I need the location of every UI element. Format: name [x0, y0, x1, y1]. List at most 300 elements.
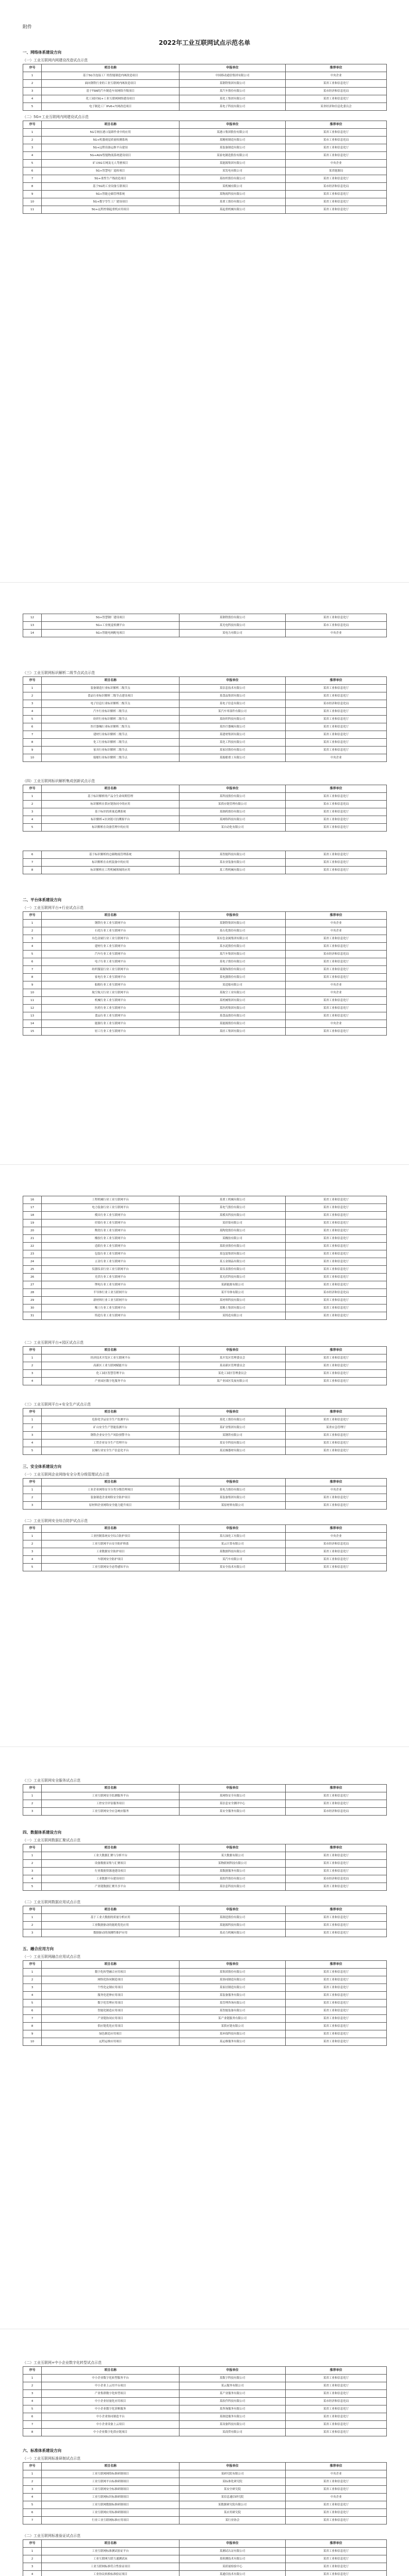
table-cell: 工业协议转换标准验证项目: [42, 2571, 179, 2576]
table-cell: 某水泥股份有限公司: [179, 943, 286, 951]
table-row: [23, 997, 387, 1005]
table-cell: 6: [23, 723, 42, 731]
table-cell: 8: [23, 183, 42, 191]
table-cell: 稀土行业工业互联网平台: [42, 1304, 179, 1312]
table-cell: 9: [23, 981, 42, 989]
table-row: [23, 958, 387, 966]
table-cell: 2: [23, 1494, 42, 1502]
table-row: [23, 2007, 387, 2015]
table-cell: 某省工业和信息化厅: [286, 1378, 387, 1385]
table-cell: 基于5G的工业设备互联项目: [42, 183, 179, 191]
table-cell: 7: [23, 175, 42, 183]
table-row: [23, 1432, 387, 1439]
table-row: [23, 1922, 387, 1929]
table-cell: 行业数据资源池建设项目: [42, 1868, 179, 1875]
table-header-row: [23, 1844, 387, 1852]
table-cell: 某检测技术有限公司: [179, 2555, 286, 2563]
table-cell: 某包装集团有限公司: [179, 1250, 286, 1258]
table-row: [23, 716, 387, 723]
table-cell: 某省工业和信息化厅: [286, 1976, 387, 1984]
subsection-heading: （三）工业互联网标识解析二级节点试点示范: [23, 671, 95, 675]
table-cell: 某高新区管理委员会: [179, 1362, 286, 1370]
table-cell: 服务化延伸应用项目: [42, 1992, 179, 1999]
table-cell: 某石化股份有限公司: [179, 927, 286, 935]
table-cell: 某省工业和信息化厅: [286, 1999, 387, 2007]
table-cell: 某五金制品有限公司: [179, 1258, 286, 1266]
column-header: 申报单位: [179, 677, 286, 685]
column-header: 推荐单位: [286, 1844, 387, 1852]
table-cell: 标识解析在设备管理中的应用: [42, 824, 179, 832]
table-cell: 某省工业和信息化厅: [286, 1005, 387, 1012]
table-cell: 标识解析在工程机械领域的应用: [42, 867, 179, 874]
table-cell: 某省工业和信息化厅: [286, 2509, 387, 2517]
table-cell: 某稀土集团有限公司: [179, 1304, 286, 1312]
table-cell: 工业互联网平台标准研制项目: [42, 2478, 179, 2486]
column-header: 序号: [23, 1347, 42, 1354]
column-header: 项目名称: [42, 785, 179, 793]
table-cell: 5G+数字孪生工厂建设项目: [42, 198, 179, 206]
table-cell: 某省工业和信息化厅: [286, 1984, 387, 1992]
table-cell: 某制造服务有限公司: [179, 2413, 286, 2421]
table-cell: 12: [23, 1005, 42, 1012]
table-row: [23, 2413, 387, 2421]
column-header: 推荐单位: [286, 1906, 387, 1914]
table-cell: 3: [23, 1432, 42, 1439]
table-cell: 某仪表股份有限公司: [179, 1266, 286, 1274]
table-cell: 中小企业轻量化应用项目: [42, 2398, 179, 2405]
table-cell: 某应用研究院: [179, 2509, 286, 2517]
table-cell: 2: [23, 137, 42, 144]
table-cell: 化工行业标识解析二级节点: [42, 739, 179, 747]
table-cell: 铸造行业工业互联网平台: [42, 1312, 179, 1320]
table-cell: 某质量检验中心: [179, 2563, 286, 2571]
table-cell: 某省工业和信息化厅: [286, 943, 387, 951]
table-cell: 某钢铁有限公司: [179, 1432, 286, 1439]
table-cell: 某印染有限公司: [179, 1219, 286, 1227]
table-row: [23, 103, 387, 111]
table-cell: 7: [23, 731, 42, 739]
table-cell: 中小企业数字化转型服务平台: [42, 2375, 179, 2382]
column-header: 申报单位: [179, 2463, 286, 2470]
table-cell: 某能源科技有限公司: [179, 1922, 286, 1929]
table-cell: 某省工业和信息化厅: [286, 2007, 387, 2015]
table-cell: 某信息技术有限公司: [179, 685, 286, 692]
table-cell: 6: [23, 958, 42, 966]
table-header-row: [23, 1347, 387, 1354]
table-cell: 纺织服装行业工业互联网平台: [42, 966, 179, 974]
table-cell: 8: [23, 2429, 42, 2436]
table-cell: 某信息科技有限公司: [179, 1883, 286, 1891]
column-header: 申报单位: [179, 1906, 286, 1914]
table-cell: 某运维服务有限公司: [179, 2038, 286, 2046]
table-row: [23, 851, 387, 859]
table-cell: 包装行业工业互联网平台: [42, 1250, 179, 1258]
table-cell: 某省工业和信息化厅: [286, 1447, 387, 1455]
table-cell: 2: [23, 1800, 42, 1808]
table-cell: 2: [23, 1540, 42, 1548]
table-cell: 中小企业设备上云项目: [42, 2421, 179, 2429]
table-cell: 汽车行业标识解析二级节点: [42, 708, 179, 716]
table-cell: 2: [23, 2382, 42, 2390]
table-cell: 光伏行业工业互联网平台: [42, 1274, 179, 1281]
table-cell: 某装备制造有限公司: [179, 144, 286, 152]
list-table: [23, 1346, 387, 1385]
table-cell: 某省工业和信息化厅: [286, 2030, 387, 2038]
table-cell: 某省工业和信息化厅: [286, 1852, 387, 1860]
table-cell: 2: [23, 1860, 42, 1868]
table-cell: 某省工业和信息化厅: [286, 1362, 387, 1370]
table-header-row: [23, 1961, 387, 1969]
list-table: [23, 676, 387, 762]
table-row: [23, 739, 387, 747]
table-cell: 4: [23, 1378, 42, 1385]
table-cell: 某省工业和信息化厅: [286, 692, 387, 700]
table-row: [23, 80, 387, 88]
table-cell: 工贸企业安全生产管理平台: [42, 1439, 179, 1447]
list-table: [23, 2462, 387, 2524]
table-cell: 某省工业和信息化厅: [286, 2023, 387, 2030]
table-cell: 某物联网科技有限公司: [179, 1860, 286, 1868]
table-row: [23, 966, 387, 974]
table-cell: 某省工业和信息化厅: [286, 1354, 387, 1362]
table-cell: 中小企业上云用平台项目: [42, 2382, 179, 2390]
table-cell: 3: [23, 935, 42, 943]
table-cell: 中央企业: [286, 981, 387, 989]
column-header: 申报单位: [179, 1844, 286, 1852]
table-cell: 某自动化有限公司: [179, 824, 286, 832]
table-cell: 某汽车零部件有限公司: [179, 708, 286, 716]
table-cell: 2: [23, 2555, 42, 2563]
table-cell: 6: [23, 167, 42, 175]
table-row: [23, 2501, 387, 2509]
table-cell: 标识解析在供应链协同中的应用: [42, 801, 179, 808]
table-cell: 5: [23, 160, 42, 167]
table-cell: 新材料行业工业互联网平台: [42, 1297, 179, 1304]
subsection-heading: （三）工业互联网安全服务试点示范: [23, 1778, 80, 1783]
table-row: [23, 754, 387, 762]
table-row: [23, 1792, 387, 1800]
table-row: [23, 808, 387, 816]
table-row: [23, 1976, 387, 1984]
table-cell: 某省工业和信息化厅: [286, 1439, 387, 1447]
table-row: [23, 206, 387, 214]
table-cell: 某通信技术有限公司: [179, 2571, 286, 2576]
table-row: [23, 2390, 387, 2398]
table-cell: 产业链协同应用项目: [42, 2015, 179, 2023]
table-cell: 某光伏科技有限公司: [179, 1274, 286, 1281]
table-cell: 某制造股份有限公司: [179, 1914, 286, 1922]
table-cell: 某安全技术有限公司: [179, 1564, 286, 1571]
table-cell: 某省工业和信息化厅: [286, 1992, 387, 1999]
table-cell: 7: [23, 2517, 42, 2524]
table-cell: 中央企业: [286, 630, 387, 637]
column-header: 推荐单位: [286, 677, 387, 685]
table-cell: 25: [23, 1266, 42, 1274]
table-cell: 工业企业网络安全分类分级管理项目: [42, 1486, 179, 1494]
table-cell: 3: [23, 144, 42, 152]
table-row: [23, 867, 387, 874]
section-heading: 五、融合应用方向: [23, 1946, 54, 1951]
table-cell: 2: [23, 692, 42, 700]
column-header: 序号: [23, 1479, 42, 1486]
column-header: 序号: [23, 677, 42, 685]
table-cell: 化工园区智慧管理平台: [42, 1370, 179, 1378]
table-cell: 仪器仪表行业工业互联网平台: [42, 1266, 179, 1274]
section-heading: 四、数据体系建设方向: [23, 1830, 61, 1835]
table-cell: 某家居股份有限公司: [179, 747, 286, 754]
subsection-heading: （四）工业互联网标识解析集成创新试点示范: [23, 779, 95, 783]
table-row: [23, 731, 387, 739]
table-cell: 某电子科技有限公司: [179, 103, 286, 111]
table-cell: 某省工业和信息化厅: [286, 2375, 387, 2382]
table-row: [23, 1486, 387, 1494]
table-row: [23, 1012, 387, 1020]
table-row: [23, 2398, 387, 2405]
table-cell: 工业互联网标准测试验证平台: [42, 2548, 179, 2555]
table-cell: 5G+柔性生产线改造项目: [42, 175, 179, 183]
list-table: [23, 1906, 387, 1937]
table-cell: 某市工业和信息化局: [286, 137, 387, 144]
subsection-heading: （二）5G+工业互联网内网建设试点示范: [23, 115, 89, 119]
table-row: [23, 2571, 387, 2576]
table-cell: 标识解析在农机装备中的应用: [42, 859, 179, 867]
attachment-label: 附件: [23, 25, 32, 30]
table-cell: 22: [23, 1243, 42, 1250]
table-cell: 5G+智慧钢厂建设项目: [42, 614, 179, 622]
column-header: 项目名称: [42, 1479, 179, 1486]
table-cell: 5G专网在港口装卸作业中的应用: [42, 129, 179, 137]
table-cell: 某省工业和信息化厅: [286, 1969, 387, 1976]
table-cell: 1: [23, 1354, 42, 1362]
table-row: [23, 1370, 387, 1378]
table-cell: 某原材料有限公司: [179, 1502, 286, 1510]
table-cell: 某省工业和信息化厅: [286, 808, 387, 816]
table-cell: 行业工业互联网标准应用项目: [42, 2517, 179, 2524]
table-cell: 某产业链服务有限公司: [179, 2015, 286, 2023]
table-row: [23, 1533, 387, 1540]
table-cell: 某矿业集团有限公司: [179, 1424, 286, 1432]
column-header: 序号: [23, 1844, 42, 1852]
column-header: 推荐单位: [286, 1961, 387, 1969]
table-cell: 4: [23, 1556, 42, 1564]
table-cell: 基于5G全连接工厂的智能制造内网改造项目: [42, 72, 179, 80]
page-2: [0, 582, 409, 1160]
table-header-row: [23, 1409, 387, 1416]
table-row: [23, 72, 387, 80]
table-cell: 中国移动通信集团有限公司: [179, 72, 286, 80]
table-cell: 5: [23, 1564, 42, 1571]
table-cell: 工业数据中台建设项目: [42, 1875, 179, 1883]
table-cell: 造纸行业工业互联网平台: [42, 1243, 179, 1250]
table-row: [23, 708, 387, 716]
table-cell: 某省工业和信息化厅: [286, 1012, 387, 1020]
table-cell: 某省工业和信息化厅: [286, 1800, 387, 1808]
table-cell: 1: [23, 1486, 42, 1494]
table-cell: 某商贸有限公司: [179, 2429, 286, 2436]
table-row: [23, 1416, 387, 1424]
table-row: [23, 1852, 387, 1860]
table-cell: 某省工业和信息化厅: [286, 206, 387, 214]
table-cell: 个性化定制应用项目: [42, 1984, 179, 1992]
table-header-row: [23, 1525, 387, 1533]
table-cell: 6: [23, 2007, 42, 2015]
table-row: [23, 685, 387, 692]
table-row: [23, 1424, 387, 1432]
table-cell: 24: [23, 1258, 42, 1266]
table-cell: 某省工业和信息化厅: [286, 1914, 387, 1922]
table-cell: 工业互联网标准符合性验证项目: [42, 2563, 179, 2571]
table-cell: 船舶行业标识解析二级节点: [42, 754, 179, 762]
table-cell: 某省工业和信息化厅: [286, 2390, 387, 2398]
column-header: 推荐单位: [286, 785, 387, 793]
table-cell: 某化工集团有限公司: [179, 95, 286, 103]
table-cell: 15: [23, 1028, 42, 1036]
table-cell: 某省工业和信息化厅: [286, 2405, 387, 2413]
table-cell: 2: [23, 927, 42, 935]
table-row: [23, 95, 387, 103]
column-header: 申报单位: [179, 1479, 286, 1486]
table-row: [23, 2375, 387, 2382]
subsection-heading: （二）工业互联网平台+园区试点示范: [23, 1341, 84, 1345]
table-cell: 14: [23, 630, 42, 637]
table-cell: 某省工业和信息化厅: [286, 1922, 387, 1929]
table-cell: 10: [23, 989, 42, 997]
table-cell: 工业控制系统安全综合防护项目: [42, 1533, 179, 1540]
table-cell: 中央企业: [286, 989, 387, 997]
table-cell: 4: [23, 95, 42, 103]
table-row: [23, 1196, 387, 1204]
table-cell: 某材料科技有限公司: [179, 1297, 286, 1304]
table-cell: 某省工业和信息化厅: [286, 1204, 387, 1212]
table-cell: 基于标识的质量追溯系统: [42, 808, 179, 816]
table-header-row: [23, 64, 387, 72]
table-cell: 3: [23, 1984, 42, 1992]
table-cell: 某省工业和信息化厅: [286, 1212, 387, 1219]
table-cell: 某协同制造有限公司: [179, 1976, 286, 1984]
table-cell: 某汽车有限公司: [179, 1556, 286, 1564]
table-cell: 有色金属行业工业互联网平台: [42, 935, 179, 943]
list-table: [23, 1196, 387, 1320]
table-cell: 中央企业: [286, 2470, 387, 2478]
table-cell: 钢铁企业安全生产风险预警平台: [42, 1432, 179, 1439]
list-table: [23, 851, 387, 874]
table-cell: 某省工业和信息化厅: [286, 2429, 387, 2436]
table-row: [23, 1354, 387, 1362]
table-cell: 建材行业工业互联网平台: [42, 943, 179, 951]
table-cell: 某医药集团有限公司: [179, 1005, 286, 1012]
table-cell: 7: [23, 966, 42, 974]
table-row: [23, 1502, 387, 1510]
table-cell: 某省工业和信息化厅: [286, 1548, 387, 1556]
table-cell: 中小企业数字化供应链项目: [42, 2429, 179, 2436]
table-cell: 某橡胶有限公司: [179, 1235, 286, 1243]
table-cell: 某化工园区管理委员会: [179, 1370, 286, 1378]
table-cell: 工业互联网平台安全防护体系: [42, 1540, 179, 1548]
table-cell: 某省工业和信息化厅: [286, 1281, 387, 1289]
table-row: [23, 167, 387, 175]
section-heading: 三、安全体系建设方向: [23, 1464, 61, 1469]
table-cell: 某食品集团有限公司: [179, 692, 286, 700]
page-4: [0, 1747, 409, 2324]
column-header: 申报单位: [179, 1785, 286, 1792]
section-heading: 一、网络体系建设方向: [23, 50, 61, 55]
column-header: 项目名称: [42, 2367, 179, 2375]
table-cell: 某省能源局: [286, 167, 387, 175]
table-cell: 某省工业和信息化厅: [286, 747, 387, 754]
table-cell: 1: [23, 1416, 42, 1424]
table-cell: 某家居制造有限公司: [179, 1984, 286, 1992]
table-cell: 8: [23, 974, 42, 981]
column-header: 项目名称: [42, 912, 179, 920]
table-row: [23, 974, 387, 981]
table-cell: 某省工业和信息化厅: [286, 816, 387, 824]
table-cell: 某港口集团股份有限公司: [179, 129, 286, 137]
table-cell: 3: [23, 1808, 42, 1816]
table-row: [23, 1304, 387, 1312]
table-cell: 某研究院有限公司: [179, 2470, 286, 2478]
table-cell: 9: [23, 747, 42, 754]
table-row: [23, 1439, 387, 1447]
table-cell: 18: [23, 1212, 42, 1219]
table-cell: 某省工业和信息化厅: [286, 2015, 387, 2023]
table-cell: 3: [23, 1868, 42, 1875]
table-cell: 五金行业工业互联网平台: [42, 1258, 179, 1266]
table-cell: 某船舶重工有限公司: [179, 754, 286, 762]
table-cell: 家具行业标识解析二级节点: [42, 747, 179, 754]
table-row: [23, 920, 387, 927]
table-row: [23, 1860, 387, 1868]
table-cell: 某电子股份有限公司: [179, 958, 286, 966]
table-cell: 基于工业大数据的质量分析应用: [42, 1914, 179, 1922]
list-table: [23, 1784, 387, 1816]
table-cell: 化工园区5G+工业互联网网络建设项目: [42, 95, 179, 103]
table-cell: 某纺织股份有限公司: [179, 175, 286, 183]
table-cell: 车联网安全防护项目: [42, 1556, 179, 1564]
table-row: [23, 816, 387, 824]
table-cell: 9: [23, 2030, 42, 2038]
table-cell: 某数据服务有限公司: [179, 1868, 286, 1875]
table-cell: 3: [23, 1929, 42, 1937]
table-row: [23, 692, 387, 700]
table-cell: 1: [23, 920, 42, 927]
table-cell: 某咨询服务有限公司: [179, 2405, 286, 2413]
table-row: [23, 1005, 387, 1012]
column-header: 项目名称: [42, 1961, 179, 1969]
table-cell: 27: [23, 1281, 42, 1289]
table-cell: 工业互联网安全态势感知平台: [42, 1564, 179, 1571]
table-cell: 智能化制造应用项目: [42, 2007, 179, 2015]
column-header: 推荐单位: [286, 2463, 387, 2470]
table-cell: 某省工业和信息化厅: [286, 708, 387, 716]
subsection-heading: （一）工业互联网平台+行业试点示范: [23, 906, 84, 910]
table-row: [23, 1204, 387, 1212]
table-cell: 4: [23, 2494, 42, 2501]
table-cell: 某智能科技有限公司: [179, 851, 286, 859]
list-table: [23, 785, 387, 832]
table-cell: 建材行业标识解析二级节点: [42, 731, 179, 739]
table-row: [23, 1914, 387, 1922]
table-cell: 某省工业和信息化厅: [286, 1929, 387, 1937]
table-cell: 某省工业和信息化厅: [286, 191, 387, 198]
table-row: [23, 1564, 387, 1571]
table-cell: 某铸造有限公司: [179, 1312, 286, 1320]
table-cell: 某造船有限公司: [179, 981, 286, 989]
table-cell: 高新区工业互联网赋能平台: [42, 1362, 179, 1370]
table-row: [23, 2470, 387, 2478]
table-row: [23, 152, 387, 160]
table-cell: 某省工业和信息化厅: [286, 685, 387, 692]
table-cell: 医药行业工业互联网平台: [42, 1005, 179, 1012]
